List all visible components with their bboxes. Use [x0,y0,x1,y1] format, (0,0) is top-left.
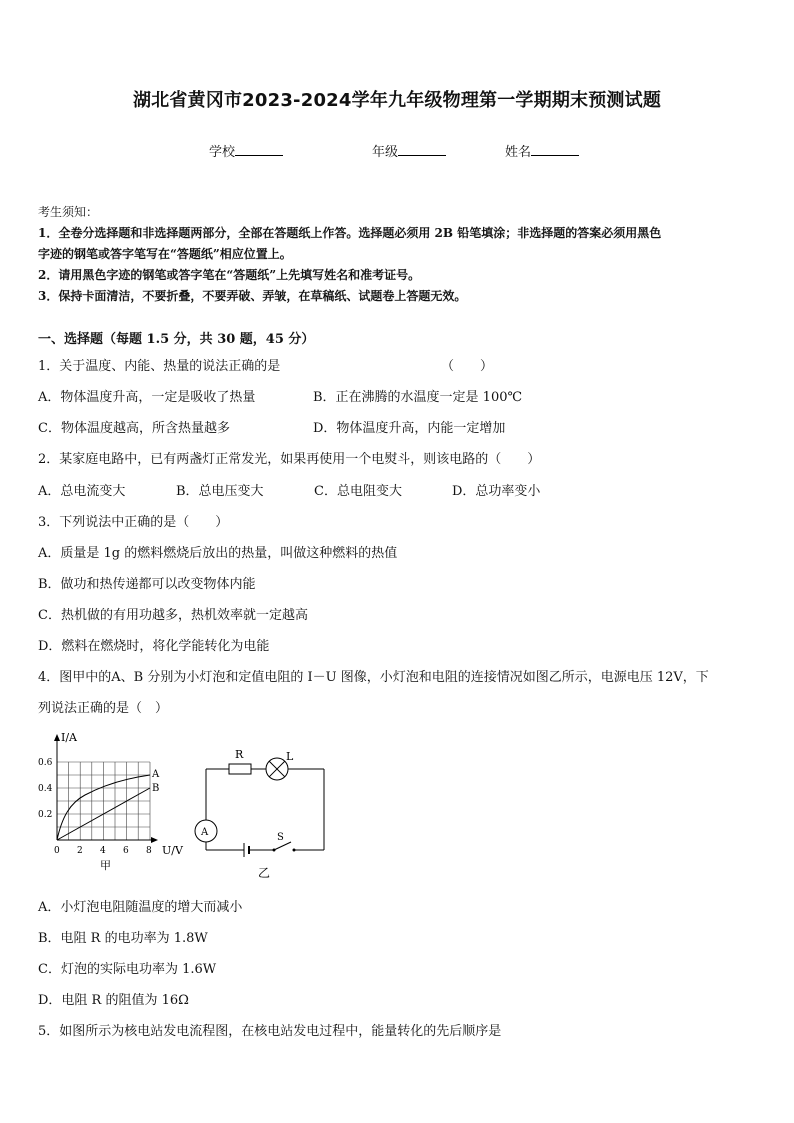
switch-icon [274,842,291,850]
curve-a-label: A [152,769,160,780]
y-tick: 0.2 [38,810,53,820]
switch-label: S [277,832,284,843]
y-tick: 0.6 [38,758,53,768]
q5-stem: 5．如图所示为核电站发电流程图，在核电站发电过程中，能量转化的先后顺序是 [38,1024,502,1039]
iu-graph-figure [30,725,190,875]
x-axis-label: U/V [162,844,183,857]
q2-option-a: A．总电流变大 [38,484,126,499]
q4-stem-line2: 列说法正确的是（ ） [38,701,169,716]
q1-option-b: B．正在沸腾的水温度一定是 100℃ [313,390,523,405]
q3-option-a: A．质量是 1g 的燃料燃烧后放出的热量，叫做这种燃料的热值 [38,546,398,561]
section-heading: 一、选择题（每题 1.5 分，共 30 题，45 分） [38,332,315,347]
q1-option-c: C．物体温度越高，所含热量越多 [38,421,230,436]
q1-stem: 1．关于温度、内能、热量的说法正确的是 [38,359,281,374]
q2-option-d: D．总功率变小 [452,484,541,499]
x-tick: 4 [100,846,106,856]
resistor-label: R [235,748,244,761]
x-tick: 8 [146,846,152,856]
y-axis-arrow-icon [54,734,60,741]
page-title: 湖北省黄冈市2023-2024学年九年级物理第一学期期末预测试题 [132,90,662,111]
notice-item-3: 3．保持卡面清洁，不要折叠，不要弄破、弄皱，在草稿纸、试题卷上答题无效。 [38,289,467,303]
circuit-diagram [190,740,335,885]
school-field: 学校 [209,141,283,160]
q3-option-b: B．做功和热传递都可以改变物体内能 [38,577,256,592]
q2-option-c: C．总电阻变大 [314,484,402,499]
resistor-icon [229,764,251,774]
x-tick: 6 [123,846,129,856]
y-axis-label: I/A [61,731,77,744]
ammeter-label: A [201,827,209,838]
q4-option-d: D．电阻 R 的阻值为 16Ω [38,993,189,1008]
q1-option-a: A．物体温度升高，一定是吸收了热量 [38,390,256,405]
x-tick: 2 [77,846,83,856]
name-field: 姓名 [505,141,579,160]
q3-option-c: C．热机做的有用功越多，热机效率就一定越高 [38,608,308,623]
y-tick: 0.4 [38,784,53,794]
graph-caption: 甲 [100,859,111,872]
notice-item-1-cont: 字迹的钢笔或答字笔写在“答题纸”相应位置上。 [38,247,292,261]
lamp-label: L [286,750,294,763]
q2-option-b: B．总电压变大 [176,484,264,499]
q3-stem: 3．下列说法中正确的是（ ） [38,515,229,530]
q3-option-d: D．燃料在燃烧时，将化学能转化为电能 [38,639,270,654]
notice-heading: 考生须知： [38,205,99,219]
q1-paren: （ ） [441,359,494,374]
q4-option-b: B．电阻 R 的电功率为 1.8W [38,931,208,946]
notice-item-2: 2．请用黑色字迹的钢笔或答字笔在“答题纸”上先填写姓名和准考证号。 [38,268,421,282]
notice-item-1: 1．全卷分选择题和非选择题两部分，全部在答题纸上作答。选择题必须用 2B 铅笔填涂；非选择题的答案必须用黑色 [38,226,662,240]
q2-stem: 2．某家庭电路中，已有两盏灯正常发光，如果再使用一个电熨斗，则该电路的（ ） [38,452,541,467]
q4-stem-line1: 4．图甲中的A、B 分别为小灯泡和定值电阻的 I－U 图像，小灯泡和电阻的连接情况如图乙所示，电源电压 12V，下 [38,670,709,685]
q4-option-c: C．灯泡的实际电功率为 1.6W [38,962,217,977]
q1-option-d: D．物体温度升高，内能一定增加 [313,421,506,436]
x-axis-arrow-icon [151,837,158,843]
x-tick: 0 [54,846,60,856]
grade-field: 年级 [372,141,446,160]
circuit-caption: 乙 [258,866,271,880]
curve-b-label: B [152,783,160,794]
q4-option-a: A．小灯泡电阻随温度的增大而减小 [38,900,243,915]
